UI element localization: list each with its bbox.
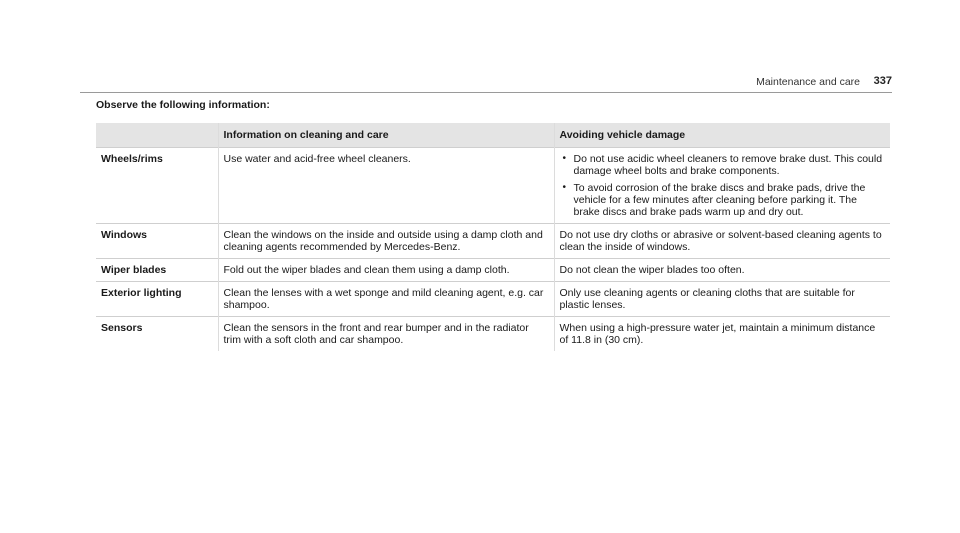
- table-row: [96, 317, 890, 352]
- row-damage-sensors: When using a high-pressure water jet, maintain a minimum distance of 11.8 in (30 cm).: [554, 317, 890, 352]
- row-label-wheels: Wheels/rims: [96, 148, 218, 224]
- cleaning-info-table: [96, 123, 890, 351]
- column-header-category: [96, 123, 218, 148]
- row-damage-exterior-lighting: Only use cleaning agents or cleaning cloths that are suitable for plastic lenses.: [554, 282, 890, 317]
- row-info-wiper-blades: Fold out the wiper blades and clean them using a damp cloth.: [218, 259, 554, 282]
- row-label-sensors: Sensors: [96, 317, 218, 352]
- table-header-row: [96, 123, 890, 148]
- row-label-windows: Windows: [96, 224, 218, 259]
- column-header-info: Information on cleaning and care: [218, 123, 554, 148]
- row-info-exterior-lighting: Clean the lenses with a wet sponge and mild cleaning agent, e.g. car shampoo.: [218, 282, 554, 317]
- table-row: [96, 148, 890, 224]
- bullet-text: To avoid corrosion of the brake discs and brake pads, drive the vehicle for a few minutes after cleaning before parking it. The brake discs and brake pads warm up and dry out.: [573, 182, 866, 218]
- table-row: [96, 259, 890, 282]
- intro-text: Observe the following information:: [96, 99, 270, 111]
- page-number: 337: [873, 75, 892, 87]
- bullet-icon: [563, 153, 567, 165]
- row-info-sensors: Clean the sensors in the front and rear bumper and in the radiator trim with a soft cloth and car shampoo.: [218, 317, 554, 352]
- list-item: [574, 153, 885, 177]
- column-header-damage: Avoiding vehicle damage: [554, 123, 890, 148]
- row-label-exterior-lighting: Exterior lighting: [96, 282, 218, 317]
- row-damage-wheels: [554, 148, 890, 224]
- damage-bullet-list: [560, 153, 885, 218]
- bullet-icon: [563, 182, 567, 194]
- row-info-windows: Clean the windows on the inside and outside using a damp cloth and cleaning agents recommended by Mercedes-Benz.: [218, 224, 554, 259]
- list-item: [574, 182, 885, 218]
- row-label-wiper-blades: Wiper blades: [96, 259, 218, 282]
- section-title: Maintenance and care: [756, 76, 860, 88]
- table-row: [96, 282, 890, 317]
- row-damage-windows: Do not use dry cloths or abrasive or solvent-based cleaning agents to clean the inside of windows.: [554, 224, 890, 259]
- page-header: [80, 76, 892, 93]
- table-row: [96, 224, 890, 259]
- row-info-wheels: Use water and acid-free wheel cleaners.: [218, 148, 554, 224]
- row-damage-wiper-blades: Do not clean the wiper blades too often.: [554, 259, 890, 282]
- bullet-text: Do not use acidic wheel cleaners to remove brake dust. This could damage wheel bolts and brake components.: [573, 153, 883, 177]
